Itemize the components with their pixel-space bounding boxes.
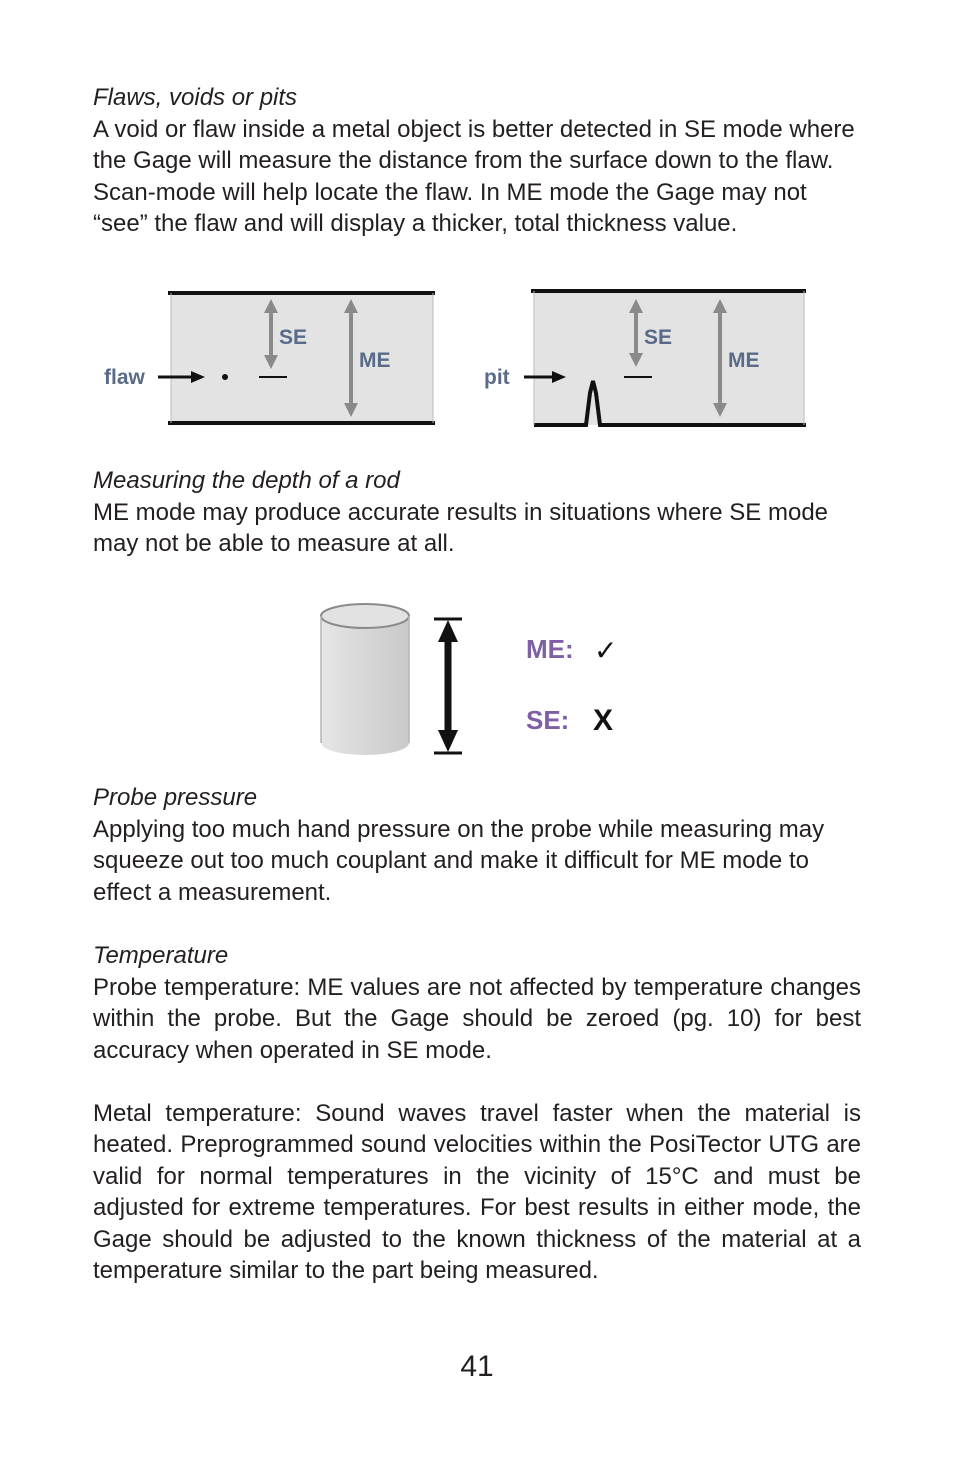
metal-block xyxy=(534,291,804,425)
metal-block xyxy=(171,293,433,423)
flaw-diagram xyxy=(95,285,445,435)
section-heading: Temperature xyxy=(93,942,229,969)
thickness-arrow xyxy=(434,619,462,753)
rod-cylinder xyxy=(321,604,409,755)
pit-diagram xyxy=(480,285,820,435)
paragraph: A void or flaw inside a metal object is better detected in SE mode where the Gage will measure the distance from the surface down to the flaw. Scan-mode will help locate the flaw. In ME mode the Gage may not “see” the flaw and will display a thicker, total thickness value. xyxy=(93,115,855,237)
section-heading: Flaws, voids or pits xyxy=(93,84,298,111)
paragraph: ME mode may produce accurate results in situations where SE mode may not be able to measure at all. xyxy=(93,498,829,557)
se-label: SE xyxy=(279,326,308,349)
pit-label: pit xyxy=(484,366,510,389)
flaw-dot xyxy=(222,374,228,380)
section-rod xyxy=(93,465,861,560)
flaw-label: flaw xyxy=(104,366,145,389)
me-label: ME xyxy=(728,349,760,372)
cross-icon: X xyxy=(593,704,614,737)
check-icon: ✓ xyxy=(594,634,618,667)
section-flaws xyxy=(93,82,861,240)
page-number: 41 xyxy=(460,1350,494,1383)
paragraph-metal-temperature: Metal temperature: Sound waves travel faster when the material is heated. Preprogrammed sound velocities within the PosiTector UTG are valid for normal temperatures in the vicinity of 15°C and must be adjusted for extreme temperatures. For best results in either mode, the Gage should be adjusted to the known thickness of the material at a temperature similar to the part being measured. xyxy=(93,1099,861,1284)
paragraph-probe-temperature: Probe temperature: ME values are not affected by temperature changes within the probe. But the Gage should be zeroed (pg. 10) for best accuracy when operated in SE mode. xyxy=(93,973,861,1064)
section-temperature xyxy=(93,940,861,1287)
paragraph: Applying too much hand pressure on the probe while measuring may squeeze out too much couplant and make it difficult for ME mode to effect a measurement. xyxy=(93,815,825,906)
me-label: ME xyxy=(359,349,391,372)
rod-diagram xyxy=(310,596,640,766)
section-heading: Probe pressure xyxy=(93,784,258,811)
se-label: SE: xyxy=(526,705,570,735)
section-probe-pressure xyxy=(93,782,861,908)
me-label: ME: xyxy=(526,634,574,664)
se-label: SE xyxy=(644,326,673,349)
section-heading: Measuring the depth of a rod xyxy=(93,467,400,494)
